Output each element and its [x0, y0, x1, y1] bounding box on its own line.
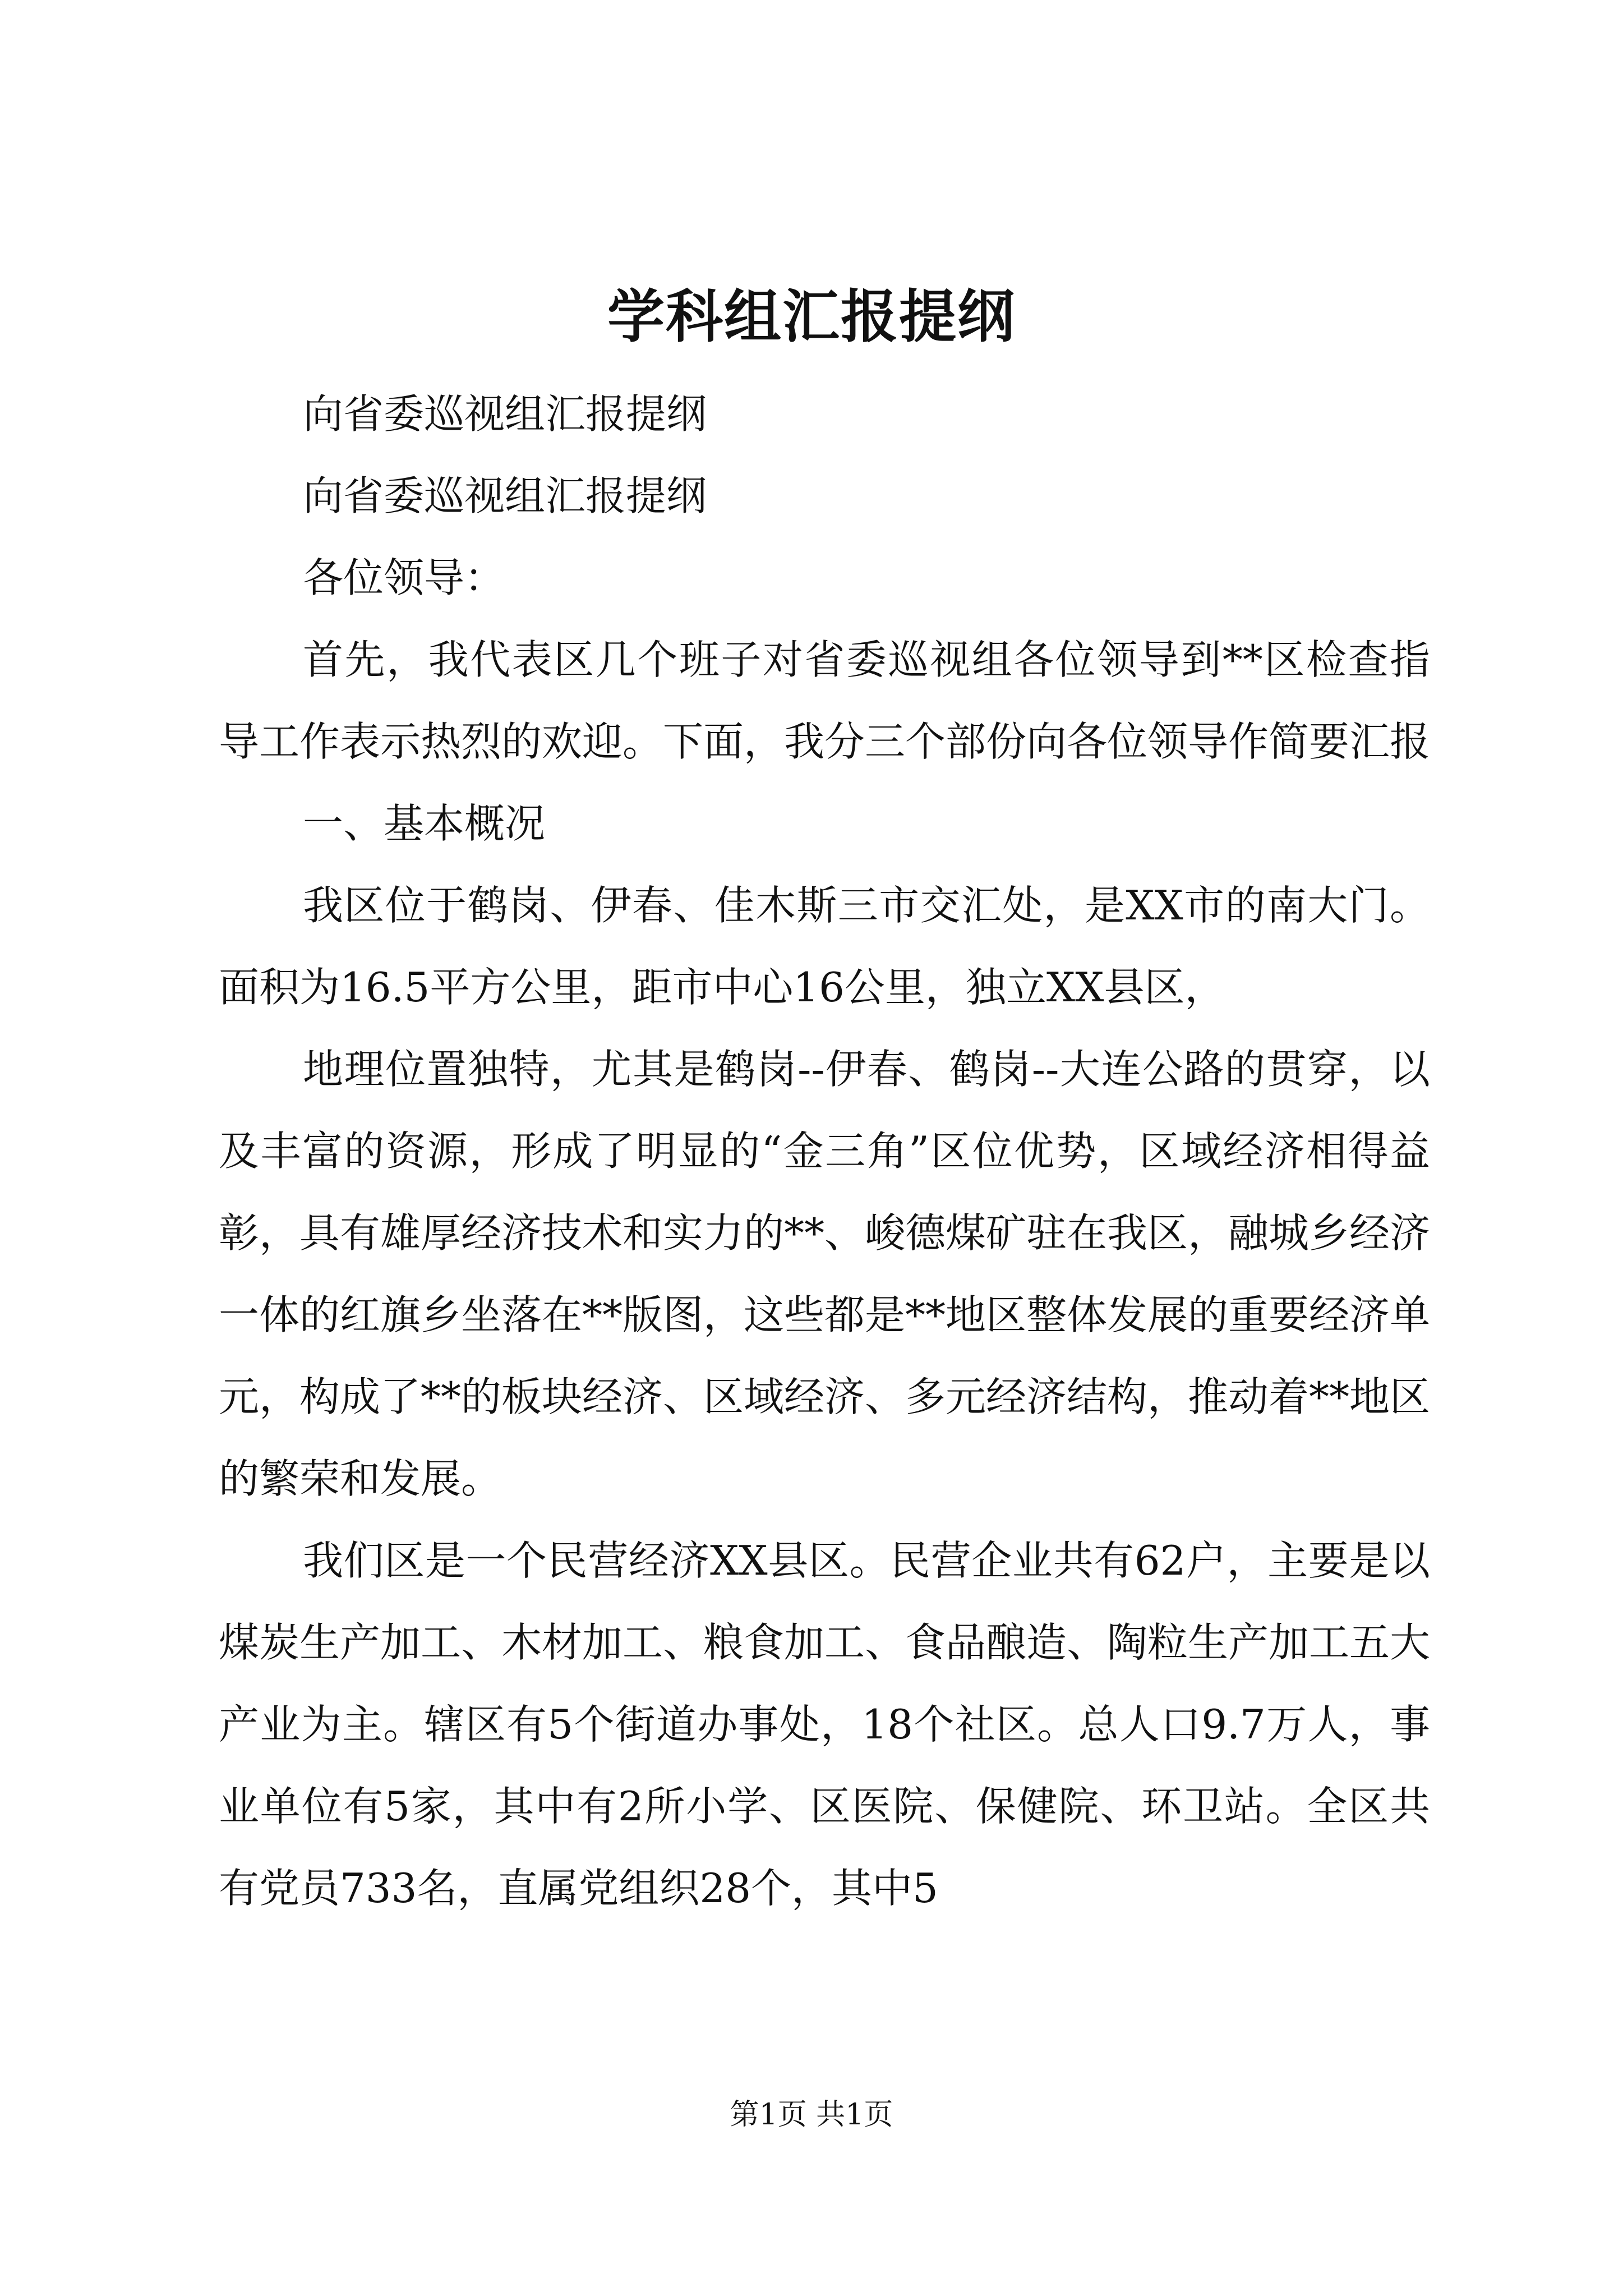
paragraph-salutation: 各位领导： [303, 554, 505, 601]
document-title: 学科组汇报提纲 [607, 283, 1016, 351]
paragraph-intro: 首先，我代表区几个班子对省委巡视组各位领导到**区检查指导工作表示热烈的欢迎。下面，我分三个部份向各位领导作简要汇报 [219, 636, 1431, 765]
paragraph-location: 我区位于鹤岗、伊春、佳木斯三市交汇处，是XX市的南大门。面积为16.5平方公里，距市中心16公里，独立XX县区， [219, 882, 1430, 1011]
page-footer: 第1页 共1页 [730, 2098, 893, 2132]
paragraph-heading-1: 向省委巡视组汇报提纲 [303, 390, 707, 438]
paragraph-heading-2: 向省委巡视组汇报提纲 [303, 472, 707, 519]
document-body [219, 373, 1430, 1929]
paragraph-section-heading: 一、基本概况 [303, 800, 546, 847]
paragraph-economy: 我们区是一个民营经济XX县区。民营企业共有62户，主要是以煤炭生产加工、木材加工、粮食加工、食品酿造、陶粒生产加工五大产业为主。辖区有5个街道办事处，18个社区。总人口9.7万人，事业单位有5家，其中有2所小学、区医院、保健院、环卫站。全区共有党员733名，直属党组织28个，其中5 [219, 1537, 1431, 1912]
paragraph-geography: 地理位置独特，尤其是鹤岗--伊春、鹤岗--大连公路的贯穿，以及丰富的资源，形成了明显的“金三角”区位优势，区域经济相得益彰，具有雄厚经济技术和实力的**、峻德煤矿驻在我区，融城乡经济一体的红旗乡坐落在**版图，这些都是**地区整体发展的重要经济单元，构成了**的板块经济、区域经济、多元经济结构，推动着**地区的繁荣和发展。 [219, 1046, 1431, 1502]
